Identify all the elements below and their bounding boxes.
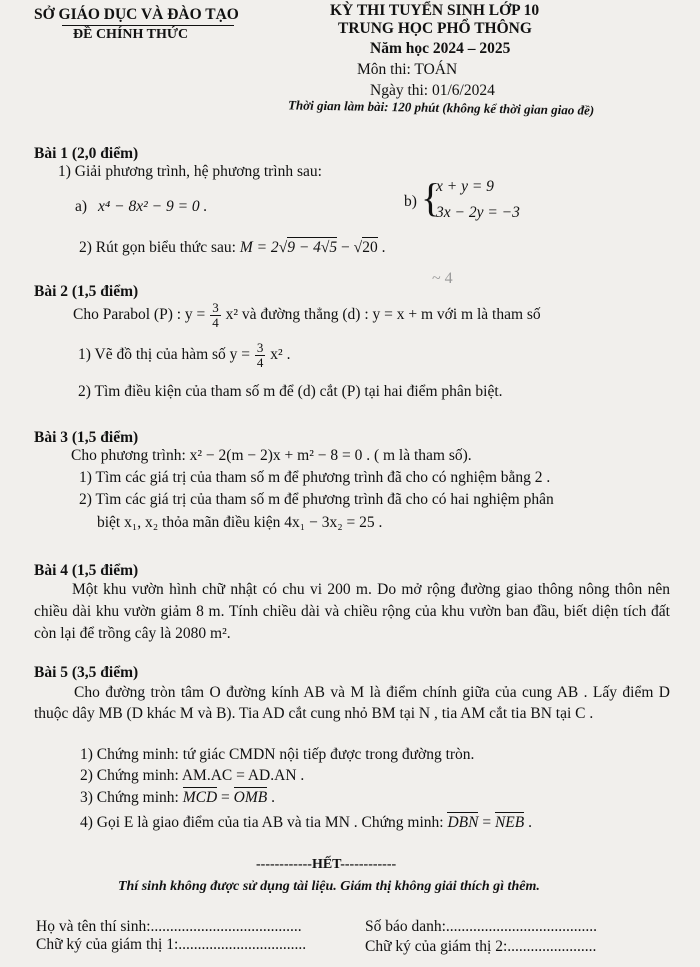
- exam-title-line2: TRUNG HỌC PHỔ THÔNG: [338, 20, 532, 37]
- header-underline: [62, 25, 234, 26]
- sqrt-symbol: √: [278, 239, 288, 256]
- subject: Môn thi: TOÁN: [357, 61, 458, 78]
- angle-omb: OMB: [233, 789, 268, 806]
- handwritten-mark: ~ 4: [432, 270, 453, 287]
- bai5-q3-eq: =: [217, 789, 234, 806]
- system-brace: {: [421, 175, 441, 220]
- angle-mcd: MCD: [182, 789, 218, 806]
- bai5-q3-end: .: [267, 789, 275, 806]
- bai2-q1-a: 1) Vẽ đồ thị của hàm số y =: [78, 346, 251, 364]
- bai1-b-equation1: x + y = 9: [436, 178, 494, 195]
- supervisor1-signature-field: Chữ ký của giám thị 1:.................................: [36, 936, 307, 953]
- candidate-number-field: Số báo danh:.......................................: [365, 918, 598, 935]
- bai1-b-equation2: 3x − 2y = −3: [436, 204, 520, 221]
- subject-wrap: [357, 61, 457, 79]
- q2-m: M = 2: [239, 239, 279, 256]
- bai2-q1-b: x² .: [270, 346, 291, 364]
- candidate-name-field: Họ và tên thí sinh:.......................................: [36, 918, 302, 935]
- sqrt-symbol-2: √: [353, 239, 363, 256]
- bai2-title: Bài 2 (1,5 điểm): [34, 283, 139, 300]
- bai1-a-label: a): [75, 198, 88, 215]
- bai4-body: Một khu vườn hình chữ nhật có chu vi 200 m. Do mở rộng đường giao thông nông thôn nên chiều dài khu vườn giảm 8 m. Tính chiều dài và chiều rộng của khu vườn ban đầu, biết diện tích đất còn lại để trồng cây là 2080 m².: [34, 581, 670, 642]
- q2-root1: 9 − 4√5: [287, 239, 338, 256]
- bai5-question4: [80, 814, 532, 832]
- bai1-b-label: b): [404, 193, 417, 210]
- bai3-intro: Cho phương trình: x² − 2(m − 2)x + m² − 8 = 0 . ( m là tham số).: [71, 447, 472, 464]
- q2-root2: 20: [362, 239, 378, 256]
- bai5-question3: [80, 789, 275, 807]
- bai1-title: Bài 1 (2,0 điểm): [34, 145, 139, 162]
- official-label: ĐỀ CHÍNH THỨC: [73, 27, 189, 42]
- q2-end: .: [377, 239, 386, 256]
- bai5-title: Bài 5 (3,5 điểm): [34, 664, 139, 681]
- bai2-intro-b: x² và đường thẳng (d) : y = x + m với m là tham số: [225, 306, 541, 324]
- bai5-question1: 1) Chứng minh: tứ giác CMDN nội tiếp được trong đường tròn.: [80, 746, 475, 763]
- bai5-q4-end: .: [524, 814, 532, 831]
- fraction-num: 3: [212, 300, 219, 315]
- school-year: Năm học 2024 – 2025: [370, 40, 511, 57]
- bai5-q4-eq: =: [478, 814, 495, 831]
- bai3-question1: 1) Tìm các giá trị của tham số m để phương trình đã cho có nghiệm bằng 2 .: [79, 469, 551, 486]
- supervisor2-signature-field: Chữ ký của giám thị 2:.......................: [365, 938, 597, 955]
- bai3-question2: 2) Tìm các giá trị của tham số m để phương trình đã cho có hai nghiệm phân: [79, 491, 554, 508]
- bai5-q3-a: 3) Chứng minh:: [80, 789, 183, 806]
- bai1-question1: 1) Giải phương trình, hệ phương trình sau:: [58, 163, 322, 180]
- bai3-title: Bài 3 (1,5 điểm): [34, 429, 139, 446]
- bai2-intro-a: Cho Parabol (P) : y =: [73, 306, 206, 324]
- bai5-body: Cho đường tròn tâm O đường kính AB và M là điểm chính giữa của cung AB . Lấy điểm D thuộc dây MB (D khác M và B). Tia AD cắt cung nhỏ BM tại N , tia AM cắt tia BN tại C .: [34, 684, 670, 722]
- end-mark: ------------HẾT------------: [256, 857, 397, 872]
- bai2-question1: [78, 341, 290, 370]
- exam-duration: Thời gian làm bài: 120 phút (không kể thời gian giao đề): [287, 97, 595, 118]
- bai4-title: Bài 4 (1,5 điểm): [34, 562, 139, 579]
- angle-neb: NEB: [494, 814, 525, 831]
- bai1-question2: [79, 239, 385, 257]
- bai1-a-equation: x⁴ − 8x² − 9 = 0 .: [98, 198, 208, 215]
- bai5-q4-a: 4) Gọi E là giao điểm của tia AB và tia MN . Chứng minh:: [80, 814, 448, 831]
- q2-text: 2) Rút gọn biểu thức sau:: [79, 239, 236, 256]
- exam-date: Ngày thi: 01/6/2024: [370, 82, 495, 99]
- angle-dbn: DBN: [447, 814, 479, 831]
- bai2-question2: 2) Tìm điều kiện của tham số m để (d) cắt (P) tại hai điểm phân biệt.: [78, 383, 503, 400]
- department-name: SỞ GIÁO DỤC VÀ ĐÀO TẠO: [34, 6, 239, 23]
- fraction-den: 4: [212, 315, 219, 330]
- fraction-3-4: [210, 301, 221, 330]
- footer-note: Thí sinh không được sử dụng tài liệu. Giám thị không giải thích gì thêm.: [118, 879, 540, 894]
- q2-minus: −: [337, 239, 354, 256]
- bai2-intro: [73, 301, 541, 330]
- fraction-den-b: 4: [256, 355, 264, 370]
- exam-title-line1: KỲ THI TUYỂN SINH LỚP 10: [330, 2, 540, 19]
- fraction-3-4-b: [255, 341, 266, 370]
- bai3-question2-cont: biệt x₁, x₂ thỏa mãn điều kiện 4x₁ − 3x₂ = 25 .: [97, 514, 383, 531]
- bai5-question2: 2) Chứng minh: AM.AC = AD.AN .: [80, 767, 305, 784]
- fraction-num-b: 3: [256, 340, 264, 355]
